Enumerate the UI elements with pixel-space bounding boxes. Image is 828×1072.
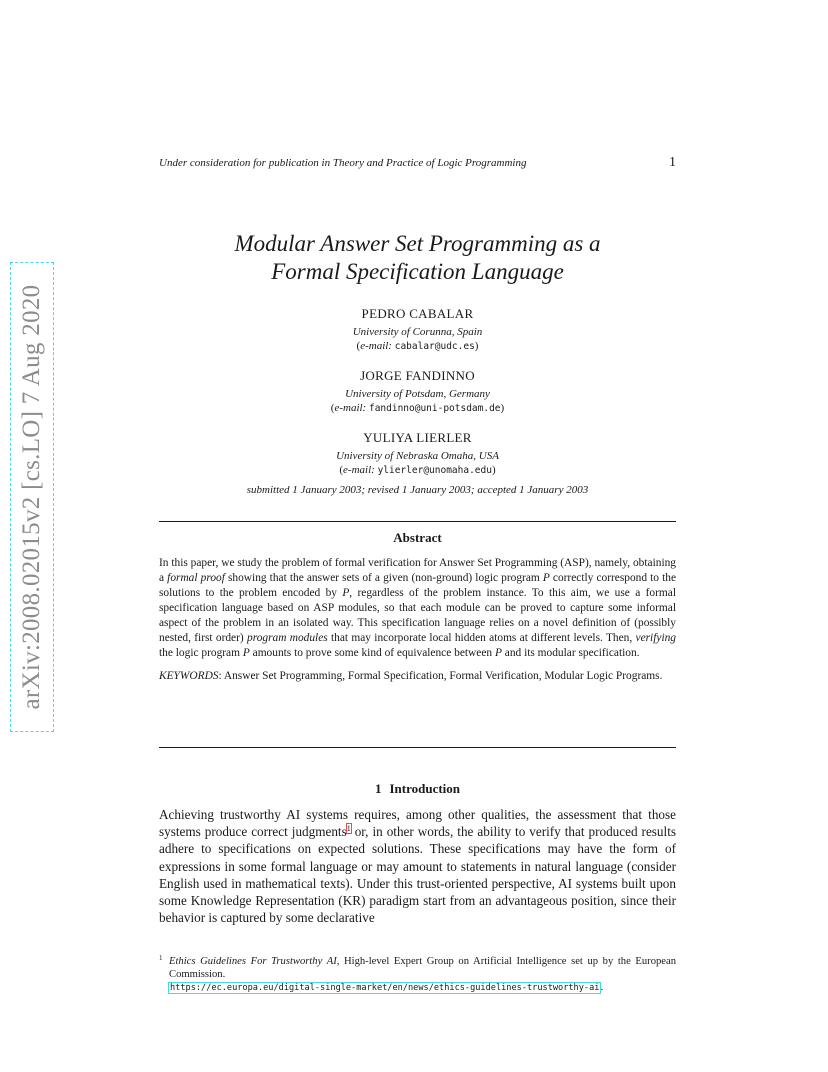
author-email[interactable]: fandinno@uni-potsdam.de [368, 403, 501, 414]
abstract-text: In this paper, we study the problem of formal verification for Answer Set Programming (ASP), namely, obtaining a formal proof showing that the answer sets of a given (non-ground) logic program P correctly correspond to the solutions to the problem encoded by P, regardless of the problem instance. To this aim, we use a formal specification language based on ASP modules, so that each module can be proved to capture some informal aspect of the problem in an isolated way. This specification language relies on a novel definition of (possibly nested, first order) program modules that may incorporate local hidden atoms at different levels. Then, verifying the logic program P amounts to prove some kind of equivalence between P and its modular specification. [159, 557, 677, 659]
intro-paragraph: Achieving trustworthy AI systems requires, among other qualities, the assessment that those systems produce correct judgments$^1$ or, in other words, the ability to verify that produced results adhere to specifications on expected solutions. These specifications may have the form of expressions in some formal language or may amount to statements in natural language (consider English used in mathematical texts). Under this trust-oriented perspective, AI systems built upon some Knowledge Representation (KR) paradigm start from an advantageous position, since their behavior is captured by some declarative [159, 807, 676, 926]
footnote-marker[interactable]: 1 [346, 823, 351, 833]
page-number: 1 [669, 155, 676, 170]
abstract-heading: Abstract [393, 530, 442, 545]
section-number: 1 [374, 781, 382, 796]
keywords [159, 669, 676, 684]
title-line-2: Formal Specification Language [271, 259, 564, 284]
author-email-line: (e-mail: ylierler@unomaha.edu) [339, 464, 496, 476]
author-affiliation: University of Potsdam, Germany [345, 388, 490, 400]
abstract-top-rule [159, 521, 676, 522]
running-head-text: Under consideration for publication in Theory and Practice of Logic Programming [159, 157, 527, 169]
author-email-line: (e-mail: cabalar@udc.es) [356, 340, 479, 352]
author [159, 367, 676, 416]
author-email-line: (e-mail: fandinno@uni-potsdam.de) [330, 402, 505, 414]
footnote [159, 955, 676, 995]
author-affiliation: University of Nebraska Omaha, USA [336, 450, 499, 462]
author-block [159, 305, 676, 491]
author-name: PEDRO CABALAR [361, 306, 474, 321]
footnote-title: Ethics Guidelines For Trustworthy AI [169, 956, 337, 967]
footnote-number: 1 [159, 954, 163, 962]
paper-title [159, 230, 676, 286]
abstract-bottom-rule [159, 747, 676, 748]
author-affiliation: University of Corunna, Spain [352, 326, 483, 338]
author-email[interactable]: cabalar@udc.es [394, 341, 475, 352]
author-name: YULIYA LIERLER [363, 430, 472, 445]
section-heading [159, 781, 676, 797]
footnote-url[interactable]: https://ec.europa.eu/digital-single-market/en/news/ethics-guidelines-trustworthy-ai [170, 983, 600, 993]
email-label: e-mail: [334, 402, 367, 414]
footnote-text: Ethics Guidelines For Trustworthy AI, High-level Expert Group on Artificial Intelligence set up by the European Commission. https://ec.europa.eu/digital-single-market/en/news/ethics-guidelines-trustworthy-ai. [169, 956, 677, 993]
keywords-label: KEYWORDS [159, 670, 219, 682]
running-head [159, 157, 676, 169]
submission-dates: submitted 1 January 2003; revised 1 January 2003; accepted 1 January 2003 [246, 484, 589, 496]
email-label: e-mail: [360, 340, 392, 352]
email-label: e-mail: [343, 464, 375, 476]
abstract-body [159, 556, 676, 692]
title-line-1: Modular Answer Set Programming as a [234, 231, 601, 256]
author-email[interactable]: ylierler@unomaha.edu [377, 465, 492, 476]
section-title: Introduction [389, 781, 461, 796]
author-name: JORGE FANDINNO [360, 368, 475, 383]
keywords-list: : Answer Set Programming, Formal Specification, Formal Verification, Modular Logic Programs. [218, 670, 663, 682]
arxiv-id: arXiv:2008.02015v2 [cs.LO] 7 Aug 2020 [18, 284, 45, 710]
author [159, 429, 676, 478]
arxiv-stamp [10, 262, 54, 732]
author [159, 305, 676, 354]
